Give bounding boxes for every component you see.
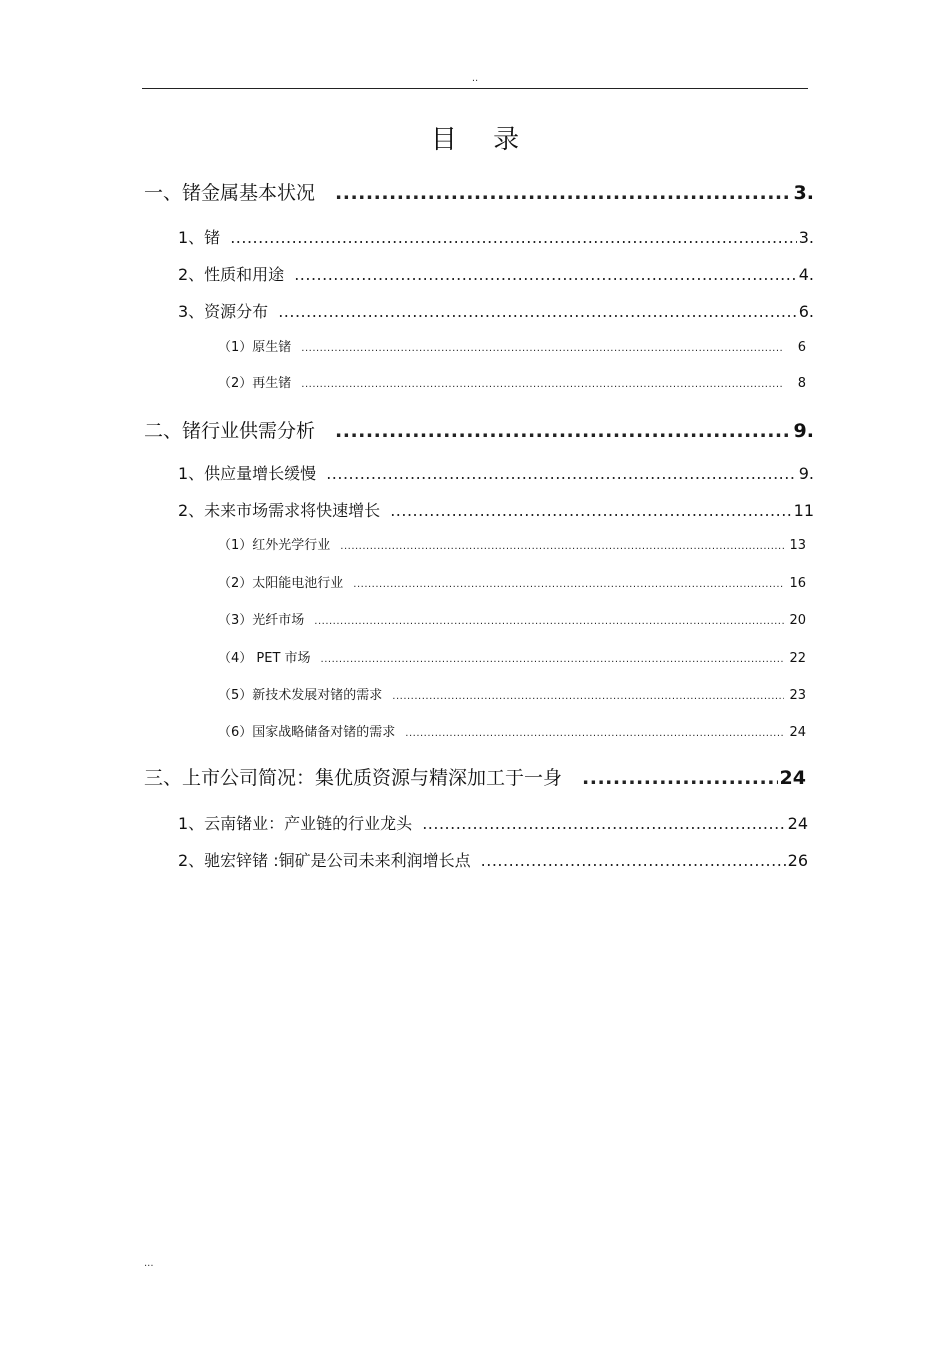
toc-entry-page: 9. bbox=[798, 464, 814, 483]
toc-entry-label: 3、资源分布 bbox=[178, 302, 269, 321]
toc-entry-label: （2）再生锗 bbox=[218, 376, 292, 391]
toc-entry-label: （2）太阳能电池行业 bbox=[218, 576, 344, 591]
toc-entry-label: 一、锗金属基本状况 bbox=[144, 182, 316, 204]
toc-entry-label: 二、锗行业供需分析 bbox=[144, 420, 316, 442]
toc-leader-dots bbox=[230, 228, 797, 248]
toc-entry-label: （1）原生锗 bbox=[218, 340, 292, 355]
header-mark: .. bbox=[471, 73, 479, 84]
toc-entry-2-2-2[interactable] bbox=[218, 575, 806, 594]
toc-entry-page: 24 bbox=[787, 814, 808, 833]
toc-entry-3-2[interactable] bbox=[178, 851, 808, 871]
toc-entry-2-2-6[interactable] bbox=[218, 724, 806, 743]
toc-entry-2-1[interactable] bbox=[178, 464, 814, 484]
toc-entry-page: 13 bbox=[789, 538, 806, 553]
toc-entry-2-2-4[interactable] bbox=[218, 650, 806, 669]
toc-leader-dots bbox=[294, 265, 797, 285]
toc-leader-dots bbox=[392, 688, 784, 706]
footer-mark: ... bbox=[144, 1258, 154, 1269]
toc-entry-1-2[interactable] bbox=[178, 265, 814, 285]
toc-entry-section-3[interactable] bbox=[144, 766, 806, 790]
toc-entry-1-3-1[interactable] bbox=[218, 339, 806, 358]
toc-entry-label: （3）光纤市场 bbox=[218, 613, 305, 628]
toc-leader-dots bbox=[390, 501, 791, 521]
toc-entry-page: 16 bbox=[789, 576, 806, 591]
toc-entry-page: 22 bbox=[789, 651, 806, 666]
toc-leader-dots bbox=[278, 302, 797, 322]
toc-entry-page: 3. bbox=[793, 182, 814, 204]
toc-leader-dots bbox=[582, 766, 778, 790]
toc-entry-page: 6 bbox=[797, 340, 806, 355]
toc-leader-dots bbox=[405, 725, 784, 743]
toc-entry-page: 24 bbox=[789, 725, 806, 740]
toc-entry-section-2[interactable] bbox=[144, 419, 814, 443]
toc-entry-1-3-2[interactable] bbox=[218, 375, 806, 394]
toc-leader-dots bbox=[326, 464, 797, 484]
toc-leader-dots bbox=[301, 376, 784, 394]
toc-entry-label: 三、上市公司简况：集优质资源与精深加工于一身 bbox=[144, 767, 563, 789]
toc-entry-label: （1）红外光学行业 bbox=[218, 538, 331, 553]
toc-leader-dots bbox=[481, 851, 786, 871]
toc-leader-dots bbox=[335, 181, 792, 205]
toc-entry-1-1[interactable] bbox=[178, 228, 814, 248]
toc-entry-page: 20 bbox=[789, 613, 806, 628]
toc-entry-page: 11 bbox=[793, 501, 814, 520]
toc-entry-page: 6. bbox=[798, 302, 814, 321]
toc-entry-page: 4. bbox=[798, 265, 814, 284]
toc-entry-2-2-5[interactable] bbox=[218, 687, 806, 706]
toc-entry-page: 3. bbox=[798, 228, 814, 247]
toc-entry-label: 1、供应量增长缓慢 bbox=[178, 464, 317, 483]
toc-entry-2-2-1[interactable] bbox=[218, 537, 806, 556]
toc-entry-label: 2、性质和用途 bbox=[178, 265, 285, 284]
toc-entry-label: 2、驰宏锌锗 :铜矿是公司未来利润增长点 bbox=[178, 851, 471, 870]
toc-entry-label: 2、未来市场需求将快速增长 bbox=[178, 501, 381, 520]
toc-leader-dots bbox=[321, 651, 784, 669]
toc-title: 目 录 bbox=[430, 125, 534, 155]
toc-entry-1-3[interactable] bbox=[178, 302, 814, 322]
toc-leader-dots bbox=[301, 340, 784, 358]
toc-leader-dots bbox=[353, 576, 784, 594]
toc-leader-dots bbox=[422, 814, 785, 834]
toc-entry-2-2[interactable] bbox=[178, 501, 814, 521]
toc-entry-label: 1、云南锗业：产业链的行业龙头 bbox=[178, 814, 413, 833]
toc-entry-label: （5）新技术发展对锗的需求 bbox=[218, 688, 383, 703]
toc-entry-page: 26 bbox=[787, 851, 808, 870]
toc-entry-page: 24 bbox=[779, 767, 806, 789]
toc-entry-3-1[interactable] bbox=[178, 814, 808, 834]
toc-entry-label: （4） PET 市场 bbox=[218, 651, 311, 666]
toc-entry-label: （6）国家战略储备对锗的需求 bbox=[218, 725, 396, 740]
toc-entry-section-1[interactable] bbox=[144, 181, 814, 205]
toc-leader-dots bbox=[335, 419, 792, 443]
toc-leader-dots bbox=[314, 613, 784, 631]
toc-entry-2-2-3[interactable] bbox=[218, 612, 806, 631]
toc-entry-page: 9. bbox=[793, 420, 814, 442]
toc-entry-label: 1、锗 bbox=[178, 228, 221, 247]
toc-entry-page: 23 bbox=[789, 688, 806, 703]
toc-entry-page: 8 bbox=[797, 376, 806, 391]
toc-leader-dots bbox=[340, 538, 784, 556]
